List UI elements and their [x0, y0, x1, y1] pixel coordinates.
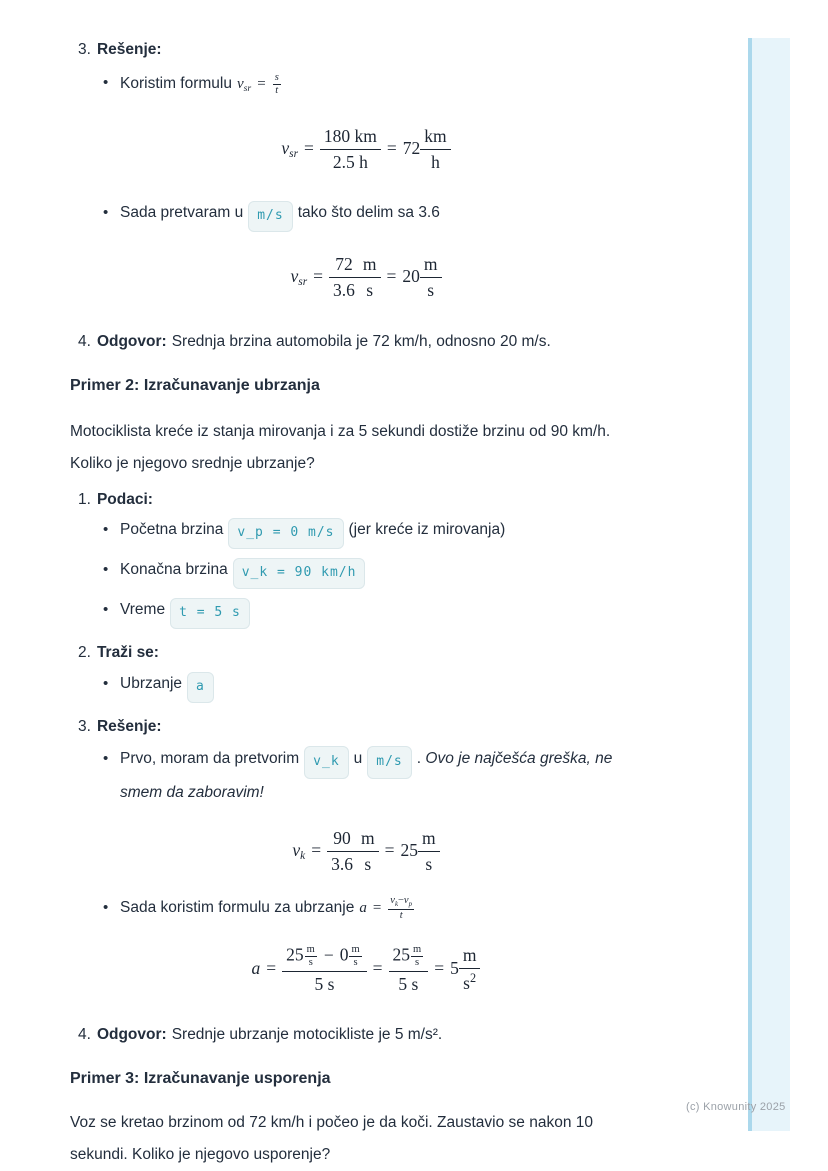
list-number: 2. — [78, 644, 91, 661]
bullet-prvo-pretvorim — [103, 745, 662, 807]
list-title: Odgovor: — [96, 1026, 167, 1044]
bullet-pocetna-brzina — [103, 517, 662, 549]
inline-code-chip: a — [187, 672, 214, 703]
bullet-text: Vreme — [120, 601, 166, 618]
bullet-konacna-brzina — [103, 557, 662, 589]
list-item-odgovor-p2 — [78, 1025, 662, 1045]
inline-math-vsr-formula: $v_{sr}$ = $\frac{s}{t}$ — [236, 72, 279, 97]
bullet-text: Ubrzanje — [120, 675, 183, 692]
paragraph-line: Koliko je njegovo srednje ubrzanje? — [70, 455, 315, 472]
list-title: Rešenje: — [96, 718, 162, 735]
bullet-text: Prvo, moram da pretvorim — [120, 750, 300, 767]
bullet-formula-ubrzanje — [103, 895, 662, 922]
paragraph-line: sekundi. Koliko je njegovo usporenje? — [70, 1146, 331, 1164]
bullet-text: Konačna brzina — [120, 561, 228, 578]
bullet-text: Sada pretvaram u — [120, 204, 244, 221]
list-item-podaci — [78, 490, 662, 510]
list-title: Traži se: — [96, 644, 159, 661]
paragraph-line: Motociklista kreće iz stanja mirovanja i za 5 sekundi dostiže brzinu od 90 km/h. — [70, 423, 611, 440]
bullet-ubrzanje — [103, 671, 662, 703]
bullet-text: Početna brzina — [120, 521, 224, 538]
bullet-text: (jer kreće iz mirovanja) — [348, 521, 506, 538]
paragraph-primer-3 — [70, 1107, 662, 1171]
list-title: Podaci: — [96, 491, 153, 508]
copyright-watermark: (c) Knowunity 2025 — [686, 1101, 786, 1113]
bullet-icon — [103, 895, 120, 922]
inline-code-chip: m/s — [248, 201, 292, 232]
list-item-trazi-se — [78, 643, 662, 663]
list-number: 4. — [78, 1026, 91, 1044]
bullet-text: Sada koristim formulu za ubrzanje — [120, 899, 355, 916]
inline-code-chip: t = 5 s — [170, 598, 250, 629]
list-number: 1. — [78, 491, 91, 508]
bullet-icon — [103, 200, 120, 232]
page-accent-bar — [748, 38, 790, 1131]
inline-code-chip: v_k = 90 km/h — [233, 558, 366, 589]
emphasis-text: Ovo je najčešća greška, ne — [425, 750, 613, 767]
bullet-icon — [103, 597, 120, 629]
emphasis-text: smem da zaboravim! — [120, 784, 264, 801]
list-title: Odgovor: — [96, 333, 167, 350]
bullet-text: . — [416, 750, 422, 767]
inline-math-acceleration-formula: a = $\frac{v_k-v_p}{t}$ — [359, 895, 412, 921]
bullet-icon — [103, 671, 120, 703]
bullet-text: Koristim formulu — [120, 75, 232, 92]
document-body — [70, 0, 662, 1171]
inline-code-chip: v_k — [304, 746, 348, 779]
list-title: Rešenje: — [96, 41, 162, 58]
list-number: 3. — [78, 718, 91, 735]
paragraph-primer-2 — [70, 416, 662, 480]
paragraph-line: Voz se kretao brzinom od 72 km/h i počeo je da koči. Zaustavio se nakon 10 — [70, 1114, 593, 1132]
bullet-icon — [103, 745, 120, 807]
section-heading-primer-2: Primer 2: Izračunavanje ubrzanja — [70, 377, 320, 394]
bullet-icon — [103, 72, 120, 100]
bullet-icon — [103, 517, 120, 549]
formula-vk-conversion: vk = $\frac{90}{3.6}$ $\frac{m}{s}$ = 25 $\frac{m}{s}$ — [70, 828, 662, 875]
list-item-resenje-p2 — [78, 717, 662, 737]
answer-text: Srednje ubrzanje motocikliste je 5 m/s². — [171, 1026, 443, 1044]
bullet-icon — [103, 557, 120, 589]
inline-code-chip: v_p = 0 m/s — [228, 518, 343, 549]
bullet-text: u — [353, 750, 363, 767]
list-number: 3. — [78, 41, 91, 58]
formula-average-speed-kmh: vsr = $\frac{180 km}{2.5 h}$ = 72 $\frac{km}{h}$ — [70, 126, 662, 173]
section-heading-primer-3: Primer 3: Izračunavanje usporenja — [70, 1070, 331, 1088]
bullet-vreme — [103, 597, 662, 629]
bullet-pretvaram-ms — [103, 200, 662, 232]
list-item-resenje-p1 — [78, 40, 662, 60]
list-number: 4. — [78, 333, 91, 350]
formula-average-speed-ms: vsr = $\frac{72}{3.6}$ $\frac{m}{s}$ = 20 $\frac{m}{s}$ — [70, 254, 662, 301]
bullet-text: tako što delim sa 3.6 — [297, 204, 440, 221]
formula-acceleration-result: a = 25 $\frac{m}{s}$ − 0 $\frac{m}{s}$ 5 s = 25 $\frac{m}{s}$ 5 s = 5 $\frac{m}{s^2}$ — [70, 944, 662, 995]
bullet-koristim-formulu — [103, 72, 662, 100]
answer-text: Srednja brzina automobila je 72 km/h, odnosno 20 m/s. — [171, 333, 551, 350]
inline-code-chip: m/s — [367, 746, 411, 779]
list-item-odgovor-p1 — [78, 332, 662, 352]
